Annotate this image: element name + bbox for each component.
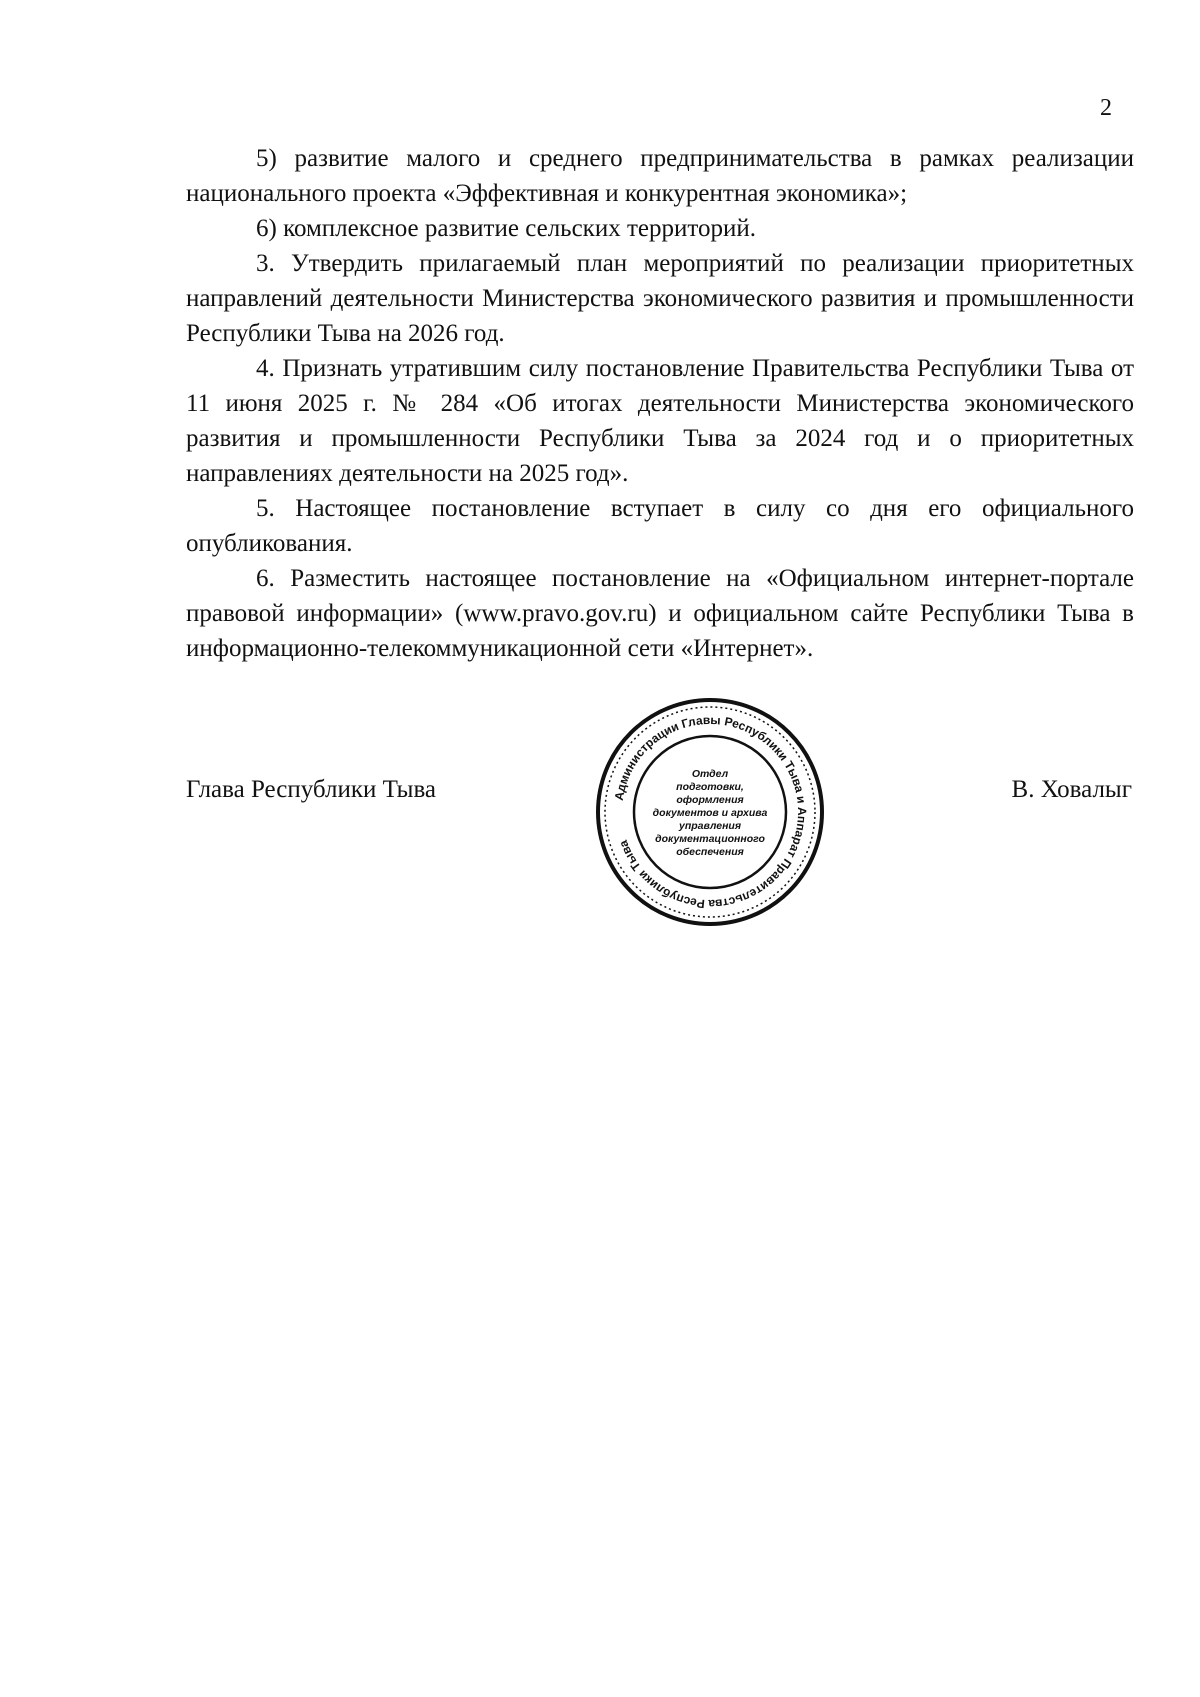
signatory-name: В. Ховалыг — [1011, 776, 1132, 803]
page-number: 2 — [1100, 95, 1112, 121]
stamp-center-line: Отдел — [691, 768, 729, 780]
stamp-center-text — [653, 768, 768, 858]
stamp-center-line: подготовки, — [676, 781, 744, 793]
paragraph-clause-4: 4. Признать утратившим силу постановление Правительства Республики Тыва от 11 июня 2025 г. № 284 «Об итогах деятельности Министерства экономического развития и промышленности Республики Тыва за 2024 год и о приоритетных направлениях деятельности на 2025 год». — [186, 355, 1134, 487]
paragraph-clause-5: 5. Настоящее постановление вступает в силу со дня его официального опубликования. — [186, 495, 1134, 557]
stamp-center-line: управления — [678, 820, 742, 832]
paragraph-clause-3: 3. Утвердить прилагаемый план мероприятий по реализации приоритетных направлений деятельности Министерства экономического развития и промышленности Республики Тыва на 2026 год. — [186, 250, 1134, 347]
paragraph-item-6: 6) комплексное развитие сельских территорий. — [256, 215, 756, 242]
stamp-ring-text: Администрации Главы Республики Тыва и Аппарат Правительства Республики Тыва — [611, 712, 810, 912]
stamp-center-line: документов и архива — [652, 807, 768, 819]
stamp-center-line: документационного — [655, 833, 765, 845]
document-body — [186, 141, 1134, 666]
stamp-center-line: обеспечения — [676, 846, 744, 858]
signatory-position: Глава Республики Тыва — [186, 776, 437, 803]
stamp-center-line: оформления — [676, 794, 744, 806]
official-stamp — [593, 695, 827, 929]
paragraph-clause-6: 6. Разместить настоящее постановление на «Официальном интернет-портале правовой информации» (www.pravo.gov.ru) и официальном сайте Республики Тыва в информационно-телекоммуникационной сети «Интернет». — [186, 565, 1134, 662]
paragraph-item-5: 5) развитие малого и среднего предпринимательства в рамках реализации национального проекта «Эффективная и конкурентная экономика»; — [186, 145, 1134, 207]
